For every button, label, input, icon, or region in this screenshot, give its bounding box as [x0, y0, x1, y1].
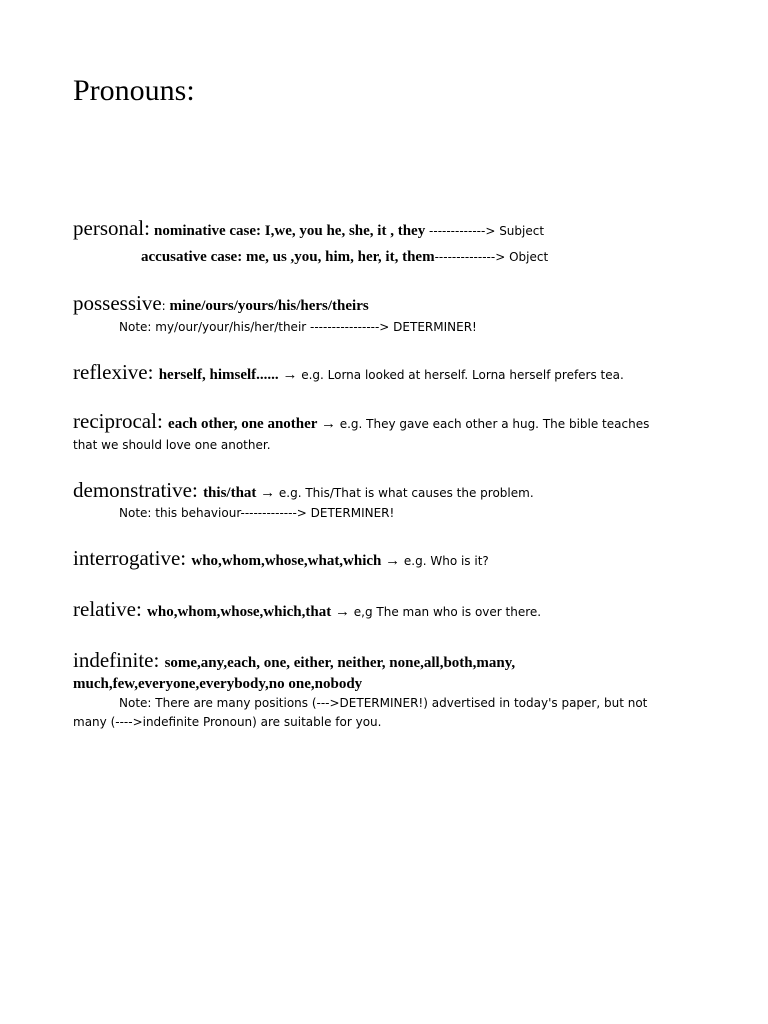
- possessive-words: mine/ours/yours/his/hers/theirs: [169, 298, 369, 314]
- reflexive-label: reflexive:: [73, 360, 159, 384]
- demonstrative-arrow: →: [256, 485, 279, 501]
- reciprocal-example-continued: that we should love one another.: [73, 438, 271, 452]
- interrogative-label: interrogative:: [73, 546, 192, 570]
- relative-label: relative:: [73, 597, 148, 621]
- relative-arrow: →: [331, 604, 354, 620]
- indefinite-label: indefinite:: [73, 648, 165, 672]
- indefinite-words-continued: much,few,everyone,everybody,no one,nobody: [73, 676, 363, 692]
- page-title: Pronouns:: [73, 74, 195, 107]
- reciprocal-arrow: →: [317, 416, 340, 432]
- reflexive-words: herself, himself......: [158, 367, 279, 383]
- personal-label: personal:: [73, 216, 150, 240]
- reciprocal-section: [73, 411, 649, 434]
- reflexive-arrow: →: [278, 367, 302, 383]
- possessive-note: Note: my/our/your/his/her/their ----------------> DETERMINER!: [119, 320, 477, 334]
- reciprocal-example: e.g. They gave each other a hug. The bible teaches: [339, 417, 650, 431]
- personal-nominative-arrow: -------------> Subject: [425, 224, 545, 238]
- demonstrative-section: [73, 480, 534, 503]
- relative-example: e,g The man who is over there.: [353, 605, 542, 619]
- interrogative-section: [73, 548, 489, 571]
- relative-section: [73, 599, 541, 622]
- interrogative-example: e.g. Who is it?: [403, 554, 489, 568]
- personal-accusative-line: [141, 247, 548, 267]
- indefinite-words: some,any,each, one, either, neither, none,all,both,many,: [164, 655, 516, 671]
- indefinite-note: Note: There are many positions (--->DETERMINER!) advertised in today's paper, but not: [119, 696, 648, 710]
- demonstrative-example: e.g. This/That is what causes the problem.: [278, 486, 534, 500]
- indefinite-section: [73, 650, 515, 673]
- reflexive-section: [73, 362, 624, 385]
- indefinite-note-continued: many (---->indefinite Pronoun) are suitable for you.: [73, 715, 382, 729]
- interrogative-words: who,whom,whose,what,which: [191, 553, 382, 569]
- demonstrative-words: this/that: [203, 485, 257, 501]
- interrogative-arrow: →: [381, 553, 404, 569]
- reciprocal-label: reciprocal:: [73, 409, 169, 433]
- personal-accusative: accusative case: me, us ,you, him, her, it, them: [141, 249, 435, 265]
- possessive-colon: :: [161, 299, 170, 313]
- possessive-section: [73, 293, 369, 316]
- reciprocal-words: each other, one another: [168, 416, 318, 432]
- relative-words: who,whom,whose,which,that: [147, 604, 332, 620]
- demonstrative-note: Note: this behaviour-------------> DETERMINER!: [119, 506, 395, 520]
- possessive-label: possessive: [73, 291, 162, 315]
- personal-nominative: nominative case: I,we, you he, she, it , they: [153, 223, 426, 239]
- reflexive-example: e.g. Lorna looked at herself. Lorna herself prefers tea.: [301, 368, 624, 382]
- demonstrative-label: demonstrative:: [73, 478, 204, 502]
- personal-section: [73, 218, 544, 241]
- personal-accusative-arrow: --------------> Object: [434, 250, 549, 264]
